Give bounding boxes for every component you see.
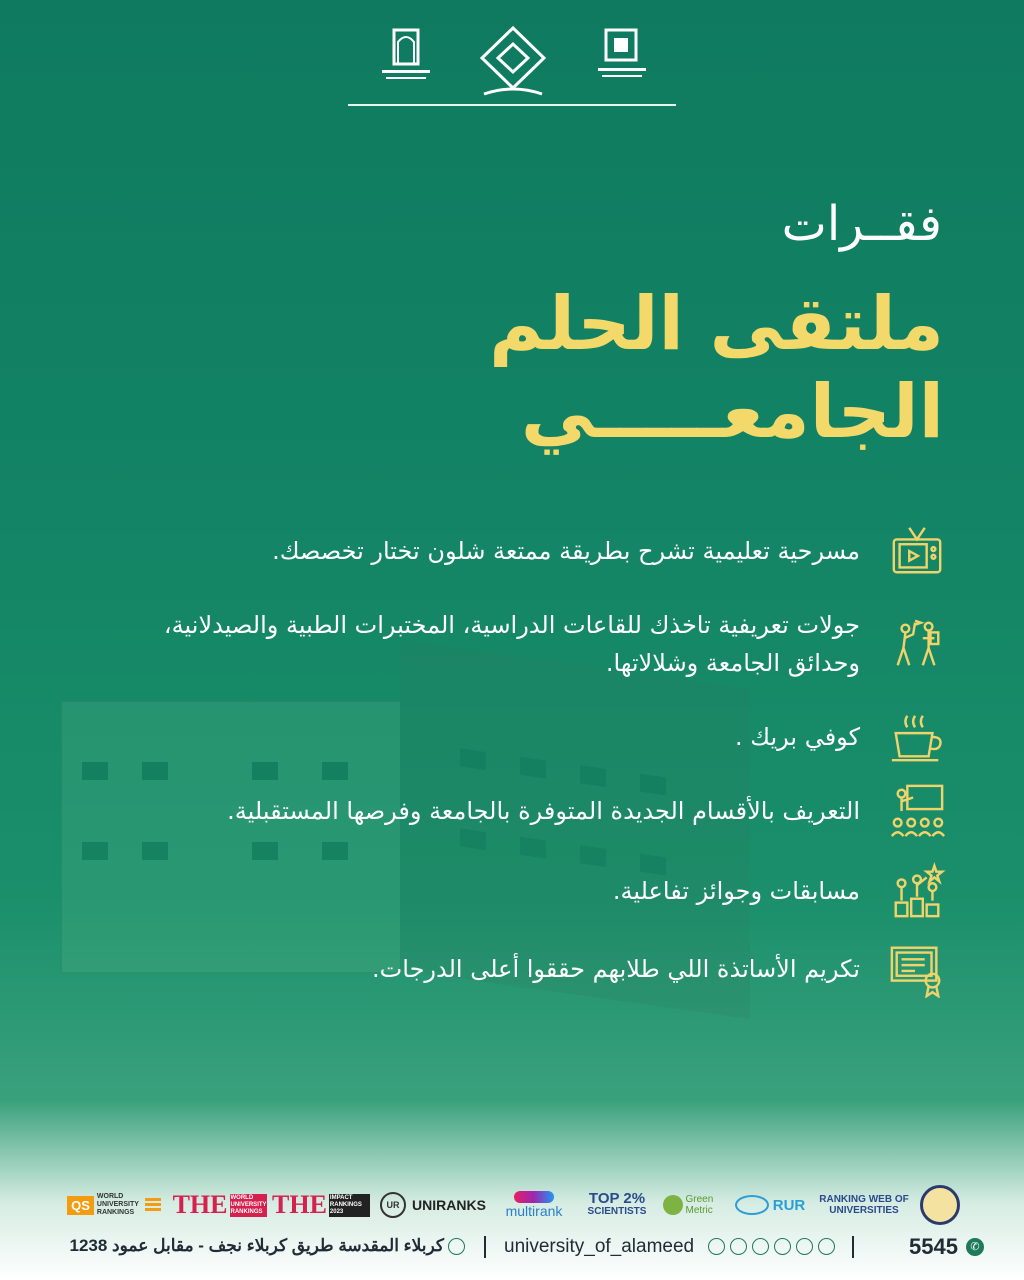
location-icon bbox=[448, 1238, 465, 1255]
webometrics-logo: RANKING WEB OF UNIVERSITIES bbox=[819, 1194, 909, 1216]
page-title-line2: الجامعـــــي bbox=[520, 369, 944, 455]
item-text: كوفي بريك . bbox=[734, 723, 860, 751]
top2-scientists-logo: TOP 2% SCIENTISTS bbox=[587, 1190, 647, 1217]
youtube-icon[interactable] bbox=[818, 1238, 835, 1255]
social-handle[interactable]: university_of_alameed bbox=[504, 1236, 695, 1257]
item-text: مسابقات وجوائز تفاعلية. bbox=[612, 877, 860, 905]
item-text: جولات تعريفية تاخذك للقاعات الدراسية، المختبرات الطبية والصيدلانية، وحدائق الجامعة وشلالاتها. bbox=[163, 611, 860, 677]
telegram-icon[interactable] bbox=[796, 1238, 813, 1255]
calligraphy-logo-center bbox=[478, 24, 548, 88]
item-text: مسرحية تعليمية تشرح بطريقة ممتعة شلون تختار تخصصك. bbox=[272, 537, 860, 565]
list-item bbox=[128, 520, 948, 582]
page-subtitle: فقــرات bbox=[781, 196, 942, 252]
tiktok-icon[interactable] bbox=[730, 1238, 747, 1255]
phone-icon: ✆ bbox=[966, 1238, 984, 1256]
competition-icon bbox=[886, 860, 948, 922]
footer bbox=[0, 1230, 1024, 1266]
item-text: التعريف بالأقسام الجديدة المتوفرة بالجامعة وفرصها المستقبلية. bbox=[227, 797, 860, 825]
coffee-cup-icon bbox=[886, 706, 948, 768]
top-logos bbox=[0, 18, 1024, 108]
list-item bbox=[128, 938, 948, 1000]
uniranks-logo: UR UNIRANKS bbox=[378, 1185, 488, 1225]
list-item bbox=[128, 780, 948, 842]
header-divider bbox=[348, 104, 676, 106]
qs-ranking-logo: QS WORLD UNIVERSITY RANKINGS bbox=[62, 1185, 166, 1225]
tour-guide-icon bbox=[886, 613, 948, 675]
facebook-icon[interactable] bbox=[752, 1238, 769, 1255]
multirank-logo: multirank bbox=[492, 1185, 576, 1225]
x-icon[interactable] bbox=[708, 1238, 725, 1255]
divider bbox=[484, 1236, 486, 1258]
university-seal-logo bbox=[920, 1185, 960, 1225]
page-title-line1: ملتقى الحلم bbox=[489, 281, 944, 367]
greenmetric-logo: Green Metric bbox=[660, 1185, 724, 1225]
university-logo-left bbox=[376, 24, 436, 88]
page-title bbox=[424, 280, 944, 456]
certificate-icon bbox=[886, 938, 948, 1000]
the-impact-ranking-logo: THE IMPACT RANKINGS 2023 bbox=[272, 1185, 370, 1225]
instagram-icon[interactable] bbox=[774, 1238, 791, 1255]
the-world-ranking-logo: THE WORLD UNIVERSITY RANKINGS bbox=[172, 1190, 267, 1219]
divider bbox=[852, 1236, 854, 1258]
address: كربلاء المقدسة طريق كربلاء نجف - مقابل عمود 1238 bbox=[69, 1236, 444, 1255]
rur-logo: RUR bbox=[730, 1185, 810, 1225]
list-item bbox=[128, 860, 948, 922]
list-item bbox=[128, 606, 948, 682]
presentation-icon bbox=[886, 780, 948, 842]
rankings-strip bbox=[60, 1185, 960, 1225]
tv-icon bbox=[886, 520, 948, 582]
item-text: تكريم الأساتذة اللي طلابهم حققوا أعلى الدرجات. bbox=[372, 955, 860, 983]
list-item bbox=[128, 706, 948, 768]
university-logo-right bbox=[592, 24, 652, 88]
phone-number[interactable]: 5545 bbox=[909, 1234, 958, 1259]
